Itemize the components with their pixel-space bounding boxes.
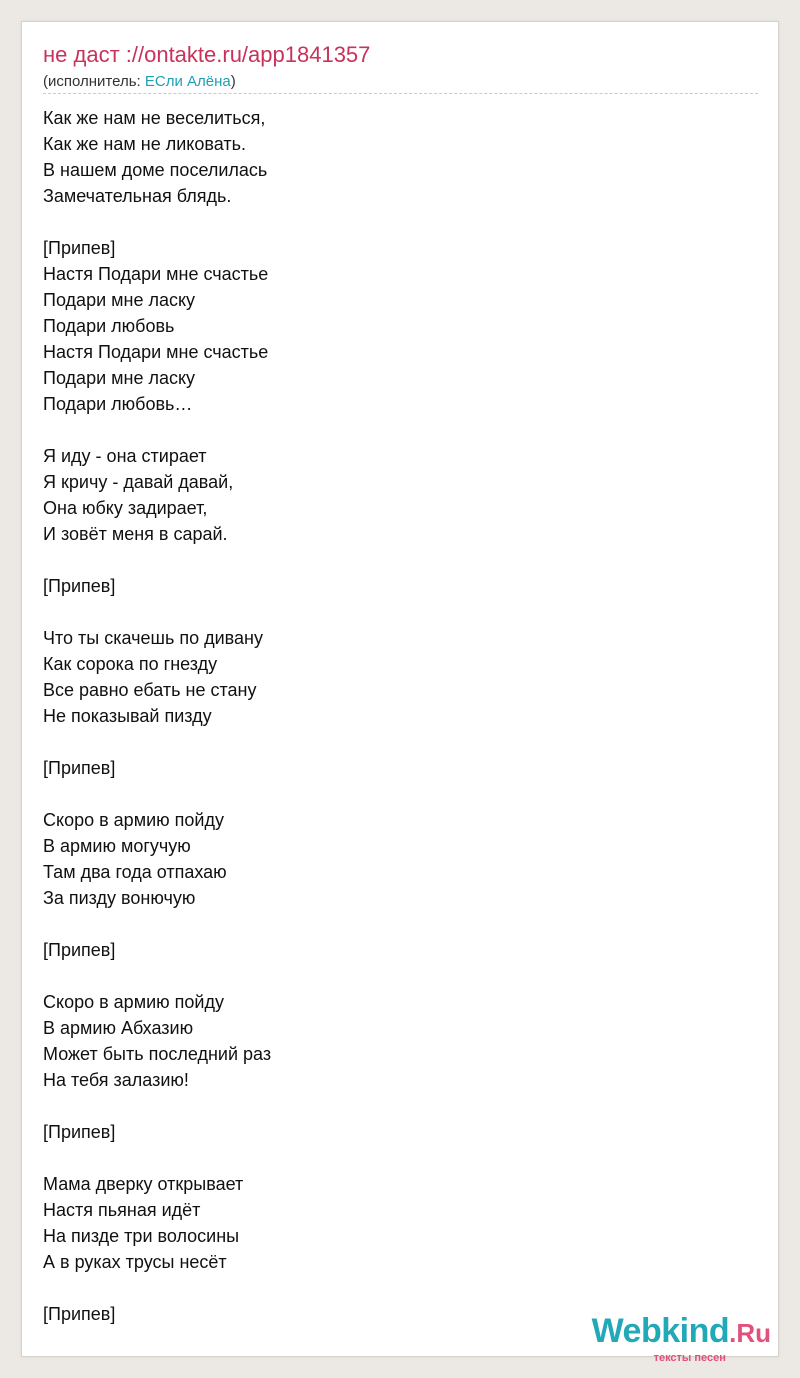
page-title: не даст ://ontakte.ru/app1841357 [43,42,371,67]
lyric-spacer [43,963,271,989]
logo-main-text: Webkind [591,1312,730,1350]
header-divider [43,93,758,94]
lyric-line: За пизду вонючую [43,888,196,908]
logo-suffix-text: .Ru [729,1318,771,1348]
artist-link[interactable]: ЕСли Алёна [144,73,231,90]
lyric-spacer [43,1145,271,1171]
lyric-line: Как сорока по гнезду [43,654,218,674]
lyric-line: [Припев] [43,1122,116,1142]
lyric-line: Настя пьяная идёт [43,1200,201,1220]
lyric-line: Я иду - она стирает [43,446,207,466]
lyric-spacer [43,729,271,755]
lyric-line: Мама дверку открывает [43,1174,244,1194]
lyric-line: Как же нам не ликовать. [43,134,246,154]
lyrics-block [43,105,271,1327]
lyric-line: На тебя залазию! [43,1070,189,1090]
lyric-line: В армию Абхазию [43,1018,194,1038]
lyric-line: Она юбку задирает, [43,498,208,518]
lyric-line: Скоро в армию пойду [43,810,224,830]
lyric-line: Может быть последний раз [43,1044,272,1064]
lyric-line: Подари любовь… [43,394,193,414]
lyric-line: Настя Подари мне счастье [43,264,269,284]
logo-tagline: тексты песен [653,1352,726,1364]
lyric-line: Не показывай пизду [43,706,212,726]
lyric-line: Скоро в армию пойду [43,992,224,1012]
lyric-line: [Припев] [43,238,116,258]
lyric-line: А в руках трусы несёт [43,1252,227,1272]
lyric-line: [Припев] [43,940,116,960]
lyric-line: И зовёт меня в сарай. [43,524,228,544]
lyric-line: Подари мне ласку [43,290,196,310]
lyric-line: Подари мне ласку [43,368,196,388]
lyric-spacer [43,781,271,807]
lyric-line: Я кричу - давай давай, [43,472,234,492]
lyric-line: Все равно ебать не стану [43,680,257,700]
lyric-line: Что ты скачешь по дивану [43,628,263,648]
webkind-logo[interactable] [591,1312,771,1364]
lyric-line: Настя Подари мне счастье [43,342,269,362]
lyric-spacer [43,1275,271,1301]
lyric-line: [Припев] [43,1304,116,1324]
lyric-line: Подари любовь [43,316,175,336]
artist-line [43,73,236,90]
lyric-spacer [43,1093,271,1119]
lyric-line: Как же нам не веселиться, [43,108,266,128]
lyric-spacer [43,547,271,573]
lyric-spacer [43,911,271,937]
artist-suffix: ) [230,73,236,90]
lyric-spacer [43,417,271,443]
artist-prefix: (исполнитель: [43,73,145,90]
lyric-line: Там два года отпахаю [43,862,227,882]
lyric-line: В армию могучую [43,836,191,856]
lyric-line: [Припев] [43,758,116,778]
lyric-line: В нашем доме поселилась [43,160,268,180]
lyric-line: [Припев] [43,576,116,596]
lyric-spacer [43,209,271,235]
lyric-line: Замечательная блядь. [43,186,232,206]
lyric-line: На пизде три волосины [43,1226,240,1246]
lyric-spacer [43,599,271,625]
